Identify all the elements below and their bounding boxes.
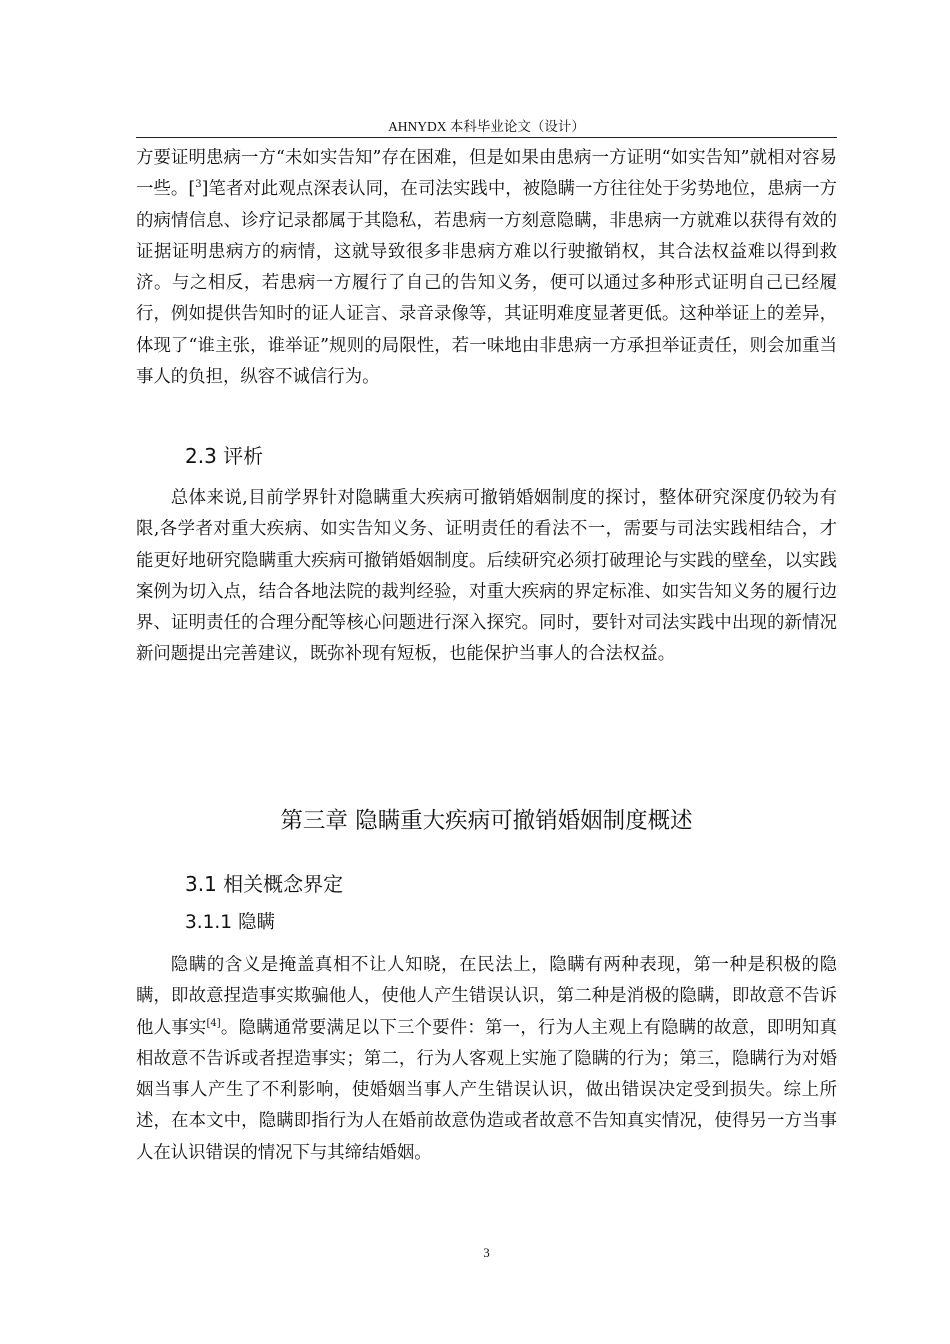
section-heading-3-1-1: 3.1.1 隐瞒: [185, 912, 275, 933]
paragraph-text: 隐瞒的含义是掩盖真相不让人知晓，在民法上，隐瞒有两种表现，第一种是积极的隐瞒，即故意捏造事实欺骗他人，使他人产生错误认识，第二种是消极的隐瞒，即故意不告诉他人事实: [136, 955, 837, 1038]
section-heading-2-3: 2.3 评析: [185, 444, 264, 468]
paragraph-analysis: 总体来说,目前学界针对隐瞒重大疾病可撤销婚姻制度的探讨，整体研究深度仍较为有限,各学者对重大疾病、如实告知义务、证明责任的看法不一，需要与司法实践相结合，才能更好地研究隐瞒重大疾病可撤销婚姻制度。后续研究必须打破理论与实践的壁垒，以实践案例为切入点，结合各地法院的裁判经验，对重大疾病的界定标准、如实告知义务的履行边界、证明责任的合理分配等核心问题进行深入探究。同时，要针对司法实践中出现的新情况新问题提出完善建议，既弥补现有短板，也能保护当事人的合法权益。: [136, 488, 837, 665]
running-header: AHNYDX 本科毕业论文（设计）: [388, 119, 585, 134]
paragraph-concealment-definition: [136, 950, 837, 1169]
paragraph-text: 。隐瞒通常要满足以下三个要件：第一，行为人主观上有隐瞒的故意，即明知真相故意不告诉或者捏造事实；第二，行为人客观上实施了隐瞒的行为；第三，隐瞒行为对婚姻当事人产生了不利影响，使婚姻当事人产生错误认识，做出错误决定受到损失。综上所述，在本文中，隐瞒即指行为人在婚前故意伪造或者故意不告知真实情况，使得另一方当事人在认识错误的情况下与其缔结婚姻。: [136, 1017, 837, 1163]
page-number: 3: [483, 1245, 490, 1260]
header-rule: [136, 137, 837, 138]
section-heading-3-1: 3.1 相关概念界定: [185, 872, 344, 896]
citation-ref[interactable]: [4]: [206, 1017, 221, 1029]
paragraph-text: 方要证明患病一方“未如实告知”存在困难，但是如果由患病一方证明“如实告知”就相对容易一些。[: [136, 148, 837, 200]
citation-ref[interactable]: 3: [195, 179, 202, 191]
paragraph-text: ]笔者对此观点深表认同，在司法实践中，被隐瞒一方往往处于劣势地位，患病一方的病情信息、诊疗记录都属于其隐私，若患病一方刻意隐瞒，非患病一方就难以获得有效的证据证明患病方的病情，这就导致很多非患病方难以行驶撤销权，其合法权益难以得到救济。与之相反，若患病一方履行了自己的告知义务，便可以通过多种形式证明自己已经履行，例如提供告知时的证人证言、录音录像等，其证明难度显著更低。这种举证上的差异，体现了“谁主张，谁举证”规则的局限性，若一味地由非患病一方承担举证责任，则会加重当事人的负担，纵容不诚信行为。: [136, 179, 837, 388]
chapter-title: 第三章 隐瞒重大疾病可撤销婚姻制度概述: [280, 808, 693, 834]
paragraph-burden-of-proof: [136, 143, 837, 393]
